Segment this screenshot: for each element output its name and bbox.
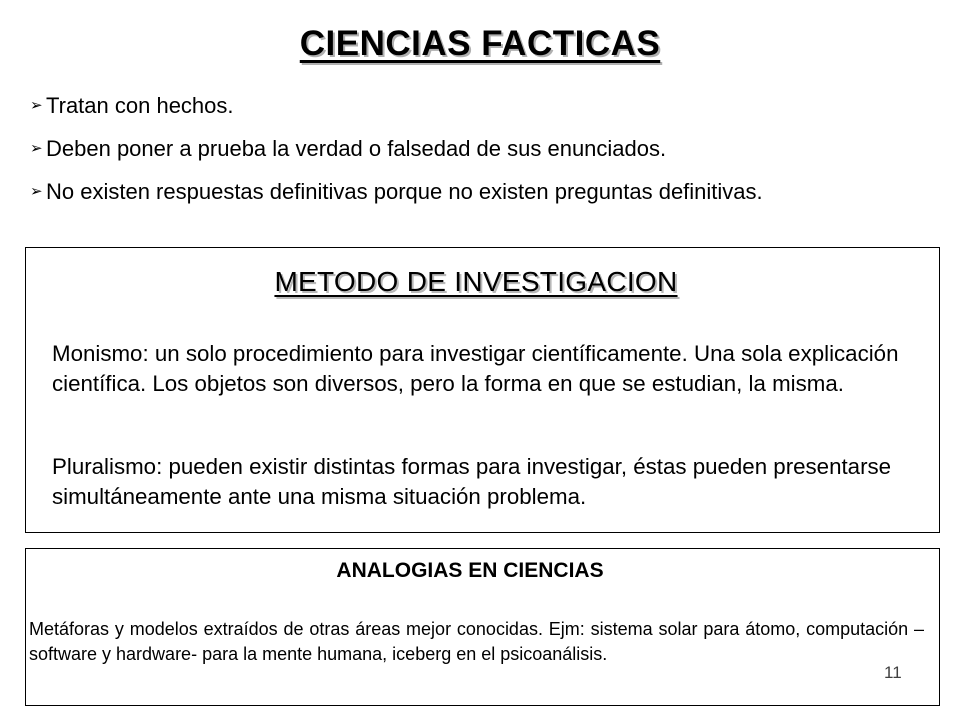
analogy-box-title: ANALOGIAS EN CIENCIAS [336, 559, 604, 582]
bullet-item [30, 92, 950, 119]
page-number: 11 [884, 663, 902, 682]
bullet-list [30, 92, 950, 221]
analogy-text: Metáforas y modelos extraídos de otras áreas mejor conocidas. Ejm: sistema solar para átomo, computación –software y hardware- para la mente humana, iceberg en el psicoanálisis. [29, 619, 924, 664]
slide-title: CIENCIAS FACTICAS [299, 24, 661, 63]
arrow-bullet-icon: ➢ [30, 183, 43, 200]
bullet-item [30, 135, 950, 162]
bullet-text: Tratan con hechos. [46, 93, 234, 118]
bullet-text: Deben poner a prueba la verdad o falsedad de sus enunciados. [46, 136, 667, 161]
bullet-text: No existen respuestas definitivas porque no existen preguntas definitivas. [46, 179, 763, 204]
bullet-item [30, 178, 950, 205]
monism-paragraph: Monismo: un solo procedimiento para investigar científicamente. Una sola explicación científica. Los objetos son diversos, pero la forma en que se estudian, la misma. [52, 341, 899, 396]
arrow-bullet-icon: ➢ [30, 97, 43, 114]
method-box-title: METODO DE INVESTIGACION [274, 266, 678, 297]
pluralism-paragraph: Pluralismo: pueden existir distintas formas para investigar, éstas pueden presentarse simultáneamente ante una misma situación problema. [52, 454, 892, 509]
arrow-bullet-icon: ➢ [30, 140, 43, 157]
